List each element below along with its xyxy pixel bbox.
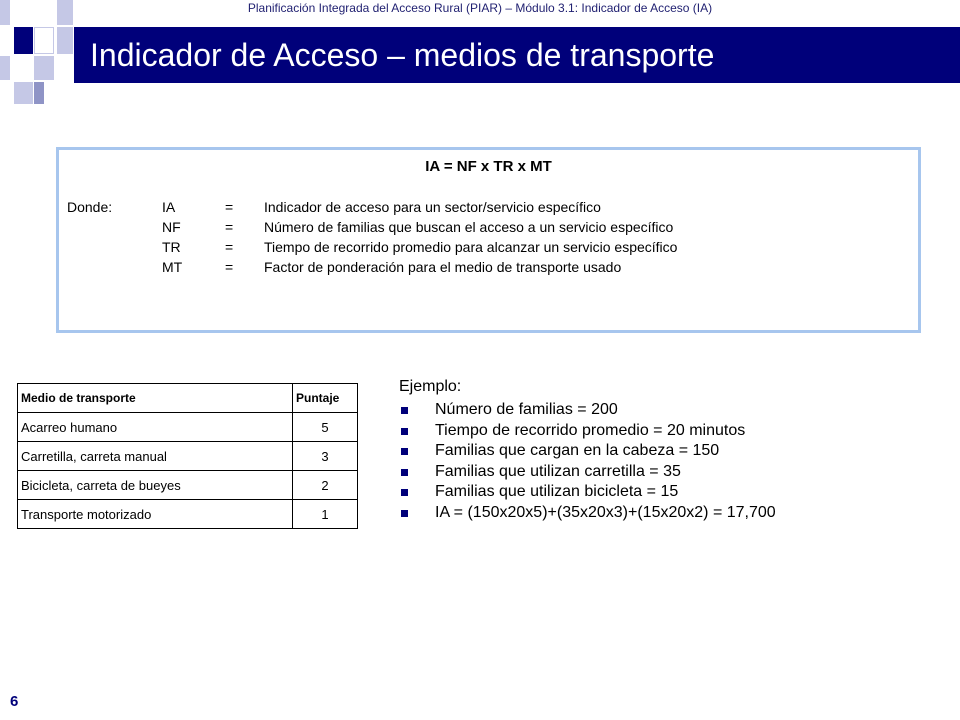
- formula: IA = NF x TR x MT: [425, 158, 552, 175]
- list-item: [399, 483, 776, 504]
- definition-variable: MT: [162, 259, 183, 275]
- page-number: 6: [10, 693, 19, 710]
- list-item-text: Tiempo de recorrido promedio = 20 minutos: [435, 421, 746, 439]
- square-bullet-icon: [401, 469, 408, 476]
- decor-square: [0, 0, 10, 25]
- title-bar: [74, 27, 960, 83]
- formula-box: [56, 147, 921, 333]
- decor-square: [34, 82, 44, 104]
- table-row: [18, 413, 358, 442]
- column-header-puntaje: Puntaje: [293, 384, 358, 413]
- column-header-medio: Medio de transporte: [18, 384, 293, 413]
- decor-square: [34, 27, 54, 54]
- definition-equals: =: [225, 219, 234, 235]
- list-item: [399, 422, 776, 443]
- slide-title: Indicador de Acceso – medios de transporte: [90, 37, 715, 73]
- definition-equals: =: [225, 239, 234, 255]
- list-item-text: Número de familias = 200: [435, 401, 618, 418]
- decor-square: [57, 27, 73, 54]
- square-bullet-icon: [401, 407, 408, 414]
- square-bullet-icon: [401, 489, 408, 496]
- decor-square: [57, 0, 73, 25]
- table-row: [18, 500, 358, 529]
- cell-medio: Carretilla, carreta manual: [18, 442, 293, 471]
- square-bullet-icon: [401, 510, 408, 517]
- list-item: [399, 463, 776, 484]
- definition-equals: =: [225, 199, 234, 215]
- cell-medio: Acarreo humano: [18, 413, 293, 442]
- decor-square: [34, 56, 54, 80]
- list-item: [399, 442, 776, 463]
- decor-square: [14, 27, 33, 54]
- header-caption: Planificación Integrada del Acceso Rural (PIAR) – Módulo 3.1: Indicador de Acceso (IA): [247, 1, 713, 15]
- cell-puntaje: 5: [293, 413, 358, 442]
- square-bullet-icon: [401, 428, 408, 435]
- transport-score-table: [17, 383, 358, 529]
- definition-description: Número de familias que buscan el acceso a un servicio específico: [264, 219, 674, 235]
- definition-variable: NF: [162, 219, 181, 235]
- decor-square: [14, 82, 33, 104]
- definition-equals: =: [225, 259, 234, 275]
- cell-medio: Bicicleta, carreta de bueyes: [18, 471, 293, 500]
- table-header-row: [18, 384, 358, 413]
- definition-variable: TR: [162, 239, 181, 255]
- cell-puntaje: 1: [293, 500, 358, 529]
- table-row: [18, 471, 358, 500]
- list-item-text: Familias que cargan en la cabeza = 150: [435, 442, 720, 459]
- decor-square: [0, 56, 10, 80]
- definition-description: Tiempo de recorrido promedio para alcanzar un servicio específico: [264, 239, 678, 255]
- list-item-text: Familias que utilizan bicicleta = 15: [435, 483, 679, 500]
- square-bullet-icon: [401, 448, 408, 455]
- definition-variable: IA: [162, 199, 176, 215]
- list-item: [399, 504, 776, 525]
- cell-puntaje: 2: [293, 471, 358, 500]
- table-row: [18, 442, 358, 471]
- cell-puntaje: 3: [293, 442, 358, 471]
- example-list: [399, 401, 776, 524]
- list-item-text: Familias que utilizan carretilla = 35: [435, 462, 681, 480]
- list-item: [399, 401, 776, 422]
- definition-description: Factor de ponderación para el medio de transporte usado: [264, 259, 622, 275]
- cell-medio: Transporte motorizado: [18, 500, 293, 529]
- list-item-text: IA = (150x20x5)+(35x20x3)+(15x20x2) = 17,700: [435, 503, 776, 521]
- definition-description: Indicador de acceso para un sector/servicio específico: [264, 199, 601, 215]
- example-title: Ejemplo:: [399, 378, 462, 395]
- where-label: Donde:: [67, 199, 113, 215]
